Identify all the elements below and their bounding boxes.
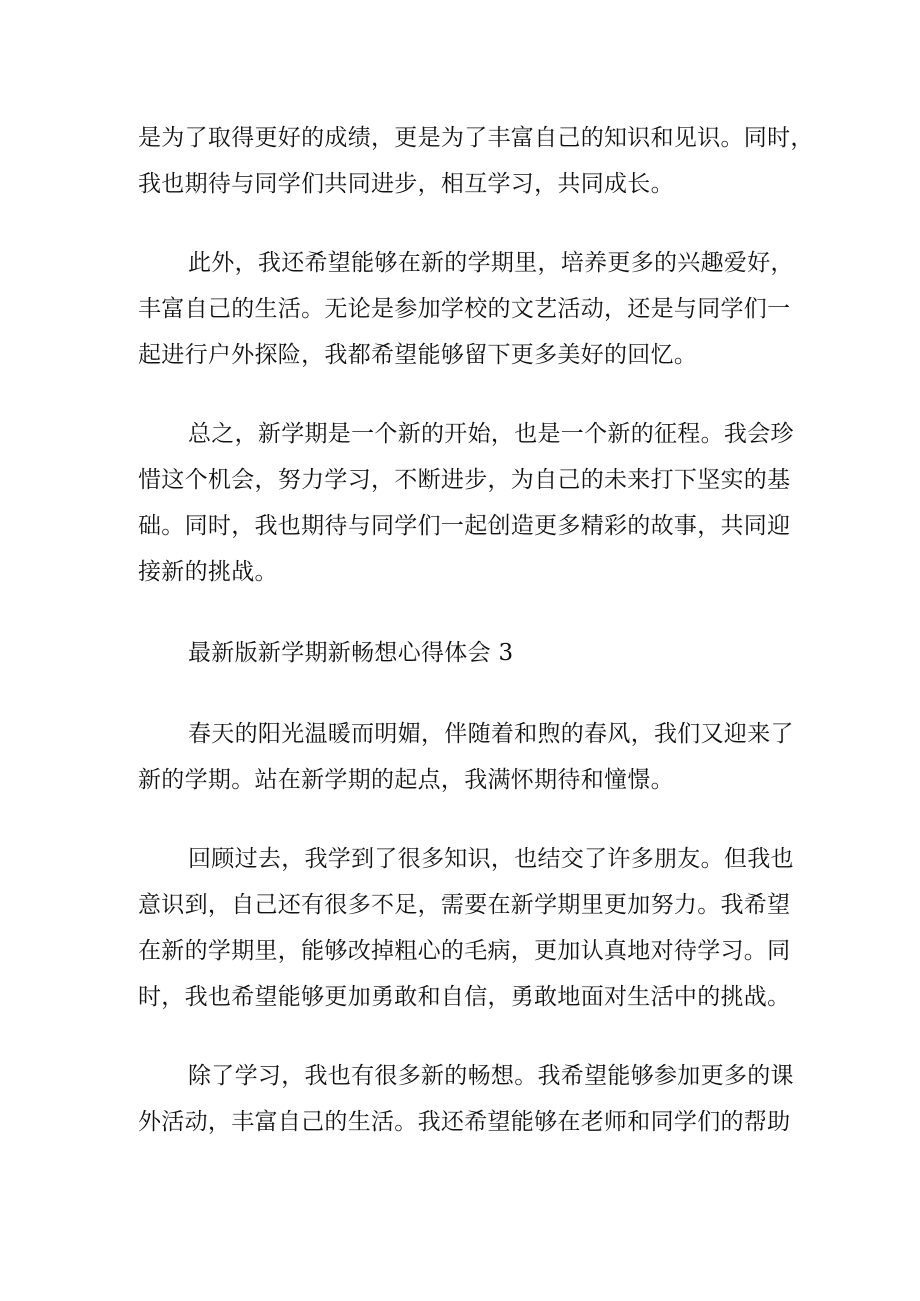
paragraph-6-line-2: 外活动，丰富自己的生活。我还希望能够在老师和同学们的帮助 (138, 1109, 791, 1135)
paragraph-4-line-1: 春天的阳光温暖而明媚，伴随着和煦的春风，我们又迎来了 (188, 721, 794, 747)
paragraph-5-line-2: 意识到，自己还有很多不足，需要在新学期里更加努力。我希望 (138, 892, 791, 918)
paragraph-2-line-2: 丰富自己的生活。无论是参加学校的文艺活动，还是与同学们一 (138, 296, 791, 322)
paragraph-6-line-1: 除了学习，我也有很多新的畅想。我希望能够参加更多的课 (188, 1063, 794, 1089)
paragraph-1-line-2: 我也期待与同学们共同进步，相互学习，共同成长。 (138, 171, 674, 197)
paragraph-4-line-2: 新的学期。站在新学期的起点，我满怀期待和憧憬。 (138, 767, 674, 793)
paragraph-3-line-3: 础。同时，我也期待与同学们一起创造更多精彩的故事，共同迎 (138, 513, 791, 539)
paragraph-5-line-3: 在新的学期里，能够改掉粗心的毛病，更加认真地对待学习。同 (138, 938, 791, 964)
section-heading: 最新版新学期新畅想心得体会 3 (188, 640, 514, 666)
paragraph-1-line-1: 是为了取得更好的成绩，更是为了丰富自己的知识和见识。同时， (138, 125, 814, 151)
paragraph-3-line-2: 惜这个机会，努力学习，不断进步，为自己的未来打下坚实的基 (138, 467, 791, 493)
paragraph-5-line-4: 时，我也希望能够更加勇敢和自信，勇敢地面对生活中的挑战。 (138, 984, 791, 1010)
paragraph-3-line-1: 总之，新学期是一个新的开始，也是一个新的征程。我会珍 (188, 421, 794, 447)
paragraph-5-line-1: 回顾过去，我学到了很多知识，也结交了许多朋友。但我也 (188, 846, 794, 872)
paragraph-2-line-3: 起进行户外探险，我都希望能够留下更多美好的回忆。 (138, 342, 698, 368)
paragraph-3-line-4: 接新的挑战。 (138, 559, 278, 585)
paragraph-2-line-1: 此外，我还希望能够在新的学期里，培养更多的兴趣爱好， (188, 250, 794, 276)
